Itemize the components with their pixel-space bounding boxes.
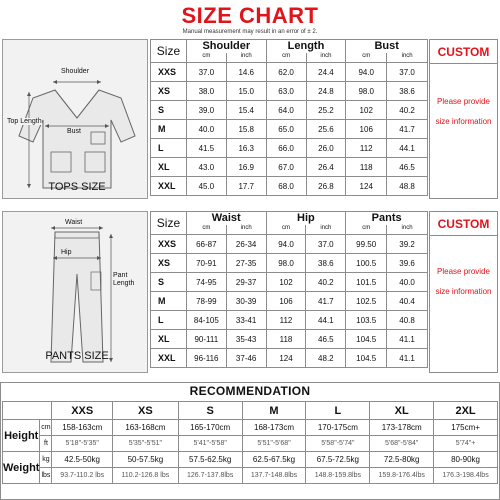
measure-cell: 35-43 <box>226 330 266 349</box>
rec-height-ft-cell: 5'74"+ <box>434 436 498 452</box>
size-name: S <box>151 273 187 292</box>
measure-cell: 74-95 <box>186 273 226 292</box>
measure-cell: 62.0 <box>266 63 306 82</box>
unit-cm: cm <box>40 420 52 436</box>
size-name: XXL <box>151 177 187 196</box>
measure-cell: 68.0 <box>266 177 306 196</box>
rec-weight-kg-cell: 72.5-80kg <box>370 452 434 468</box>
unit-cm: cm <box>266 53 306 63</box>
rec-weight-lbs-cell: 93.7-110.2 lbs <box>52 468 113 484</box>
bust-header: Bust <box>346 40 428 53</box>
measure-cell: 17.7 <box>226 177 266 196</box>
size-row-m <box>151 292 428 311</box>
rec-weight-lbs-cell: 126.7-137.8lbs <box>178 468 242 484</box>
unit-cm: cm <box>346 225 387 235</box>
measure-cell: 38.6 <box>306 254 346 273</box>
rec-height-ft-cell: 5'18"-5'35" <box>52 436 113 452</box>
shoulder-header: Shoulder <box>186 40 266 53</box>
size-row-xs <box>151 254 428 273</box>
custom-note-line1: Please provide <box>437 97 490 106</box>
unit-inch: inch <box>387 225 428 235</box>
measure-cell: 27-35 <box>226 254 266 273</box>
measure-cell: 26.0 <box>306 139 346 158</box>
unit-cm: cm <box>186 225 226 235</box>
size-row-l <box>151 139 428 158</box>
measure-cell: 29-37 <box>226 273 266 292</box>
bust-label: Bust <box>67 128 82 135</box>
measure-cell: 41.7 <box>387 120 428 139</box>
corner-cell <box>3 402 52 420</box>
size-row-s <box>151 273 428 292</box>
unit-cm: cm <box>186 53 226 63</box>
size-row-s <box>151 101 428 120</box>
rec-size-header: XS <box>112 402 178 420</box>
measure-cell: 41.5 <box>186 139 226 158</box>
waist-label: Waist <box>65 219 83 226</box>
pants-size-caption: PANTS SIZE <box>45 350 109 362</box>
unit-inch: inch <box>306 53 346 63</box>
custom-label: CUSTOM <box>430 40 497 64</box>
measure-cell: 15.0 <box>226 82 266 101</box>
rec-height-cm-cell: 163-168cm <box>112 420 178 436</box>
unit-inch: inch <box>226 53 266 63</box>
length-header: Length <box>266 40 346 53</box>
measure-cell: 104.5 <box>346 349 387 368</box>
measure-cell: 38.6 <box>387 82 428 101</box>
measure-cell: 66-87 <box>186 235 226 254</box>
rec-size-header: 2XL <box>434 402 498 420</box>
measure-cell: 63.0 <box>266 82 306 101</box>
rec-height-cm-cell: 175cm+ <box>434 420 498 436</box>
tops-figure-panel <box>2 39 148 199</box>
unit-cm: cm <box>346 53 387 63</box>
measure-cell: 40.2 <box>387 101 428 120</box>
size-name: M <box>151 120 187 139</box>
height-label: Height <box>3 420 40 452</box>
size-name: XS <box>151 254 187 273</box>
measure-cell: 101.5 <box>346 273 387 292</box>
rec-weight-lbs-cell: 159.8-176.4lbs <box>370 468 434 484</box>
measure-cell: 24.4 <box>306 63 346 82</box>
measure-cell: 46.5 <box>387 158 428 177</box>
measure-cell: 40.2 <box>306 273 346 292</box>
pants-size-table <box>150 211 428 368</box>
size-row-xxs <box>151 235 428 254</box>
recommendation-table <box>2 401 498 484</box>
hip-label: Hip <box>61 249 72 256</box>
measure-cell: 106 <box>346 120 387 139</box>
rec-weight-kg-cell: 67.5-72.5kg <box>306 452 370 468</box>
custom-note-line2: size information <box>435 287 492 296</box>
rec-height-cm-cell: 158-163cm <box>52 420 113 436</box>
hip-header: Hip <box>266 212 346 225</box>
size-row-xl <box>151 330 428 349</box>
size-row-xs <box>151 82 428 101</box>
rec-height-ft-cell: 5'68"-5'84" <box>370 436 434 452</box>
measure-cell: 44.1 <box>306 311 346 330</box>
measure-cell: 118 <box>266 330 306 349</box>
pant-length-label-line2: Length <box>113 280 135 287</box>
measure-cell: 25.2 <box>306 101 346 120</box>
size-row-xxs <box>151 63 428 82</box>
measure-cell: 98.0 <box>266 254 306 273</box>
measure-cell: 40.8 <box>387 311 428 330</box>
page-title: SIZE CHART <box>181 3 319 28</box>
rec-size-header: XL <box>370 402 434 420</box>
rec-size-header: XXS <box>52 402 113 420</box>
unit-inch: inch <box>387 53 428 63</box>
measure-cell: 90-111 <box>186 330 226 349</box>
measure-cell: 41.7 <box>306 292 346 311</box>
measure-cell: 16.3 <box>226 139 266 158</box>
size-name: XS <box>151 82 187 101</box>
size-name: XL <box>151 330 187 349</box>
measure-cell: 94.0 <box>266 235 306 254</box>
size-name: XXS <box>151 63 187 82</box>
measure-cell: 100.5 <box>346 254 387 273</box>
size-name: L <box>151 139 187 158</box>
custom-note-line2: size information <box>435 117 492 126</box>
measure-cell: 43.0 <box>186 158 226 177</box>
rec-size-header: S <box>178 402 242 420</box>
rec-weight-lbs-cell: 137.7-148.8lbs <box>242 468 306 484</box>
weight-label: Weight <box>3 452 40 484</box>
measure-cell: 46.5 <box>306 330 346 349</box>
measure-cell: 37.0 <box>306 235 346 254</box>
measure-cell: 40.4 <box>387 292 428 311</box>
measure-cell: 26-34 <box>226 235 266 254</box>
rec-height-ft-cell: 5'51"-5'68" <box>242 436 306 452</box>
size-row-l <box>151 311 428 330</box>
measure-cell: 65.0 <box>266 120 306 139</box>
pants-figure-panel <box>2 211 148 373</box>
measure-cell: 37.0 <box>186 63 226 82</box>
size-name: S <box>151 101 187 120</box>
rec-weight-lbs-cell: 176.3-198.4lbs <box>434 468 498 484</box>
measure-cell: 104.5 <box>346 330 387 349</box>
measure-cell: 64.0 <box>266 101 306 120</box>
measure-cell: 102 <box>346 101 387 120</box>
measure-cell: 103.5 <box>346 311 387 330</box>
measure-cell: 24.8 <box>306 82 346 101</box>
rec-weight-kg-cell: 62.5-67.5kg <box>242 452 306 468</box>
measure-cell: 33-41 <box>226 311 266 330</box>
measure-cell: 15.4 <box>226 101 266 120</box>
rec-size-header: L <box>306 402 370 420</box>
measure-cell: 124 <box>266 349 306 368</box>
custom-label: CUSTOM <box>430 212 497 236</box>
tops-size-table <box>150 39 428 196</box>
measure-cell: 37-46 <box>226 349 266 368</box>
unit-inch: inch <box>306 225 346 235</box>
measure-cell: 78-99 <box>186 292 226 311</box>
tops-size-caption: TOPS SIZE <box>48 181 106 193</box>
rec-height-cm-cell: 170-175cm <box>306 420 370 436</box>
measure-cell: 16.9 <box>226 158 266 177</box>
unit-ft: ft <box>40 436 52 452</box>
rec-size-header: M <box>242 402 306 420</box>
rec-height-cm-cell: 168-173cm <box>242 420 306 436</box>
unit-cm: cm <box>266 225 306 235</box>
measure-cell: 41.1 <box>387 330 428 349</box>
measure-cell: 40.0 <box>387 273 428 292</box>
rec-weight-kg-cell: 80-90kg <box>434 452 498 468</box>
size-name: M <box>151 292 187 311</box>
size-name: XXS <box>151 235 187 254</box>
rec-weight-kg-cell: 57.5-62.5kg <box>178 452 242 468</box>
rec-height-cm-cell: 165-170cm <box>178 420 242 436</box>
custom-note-line1: Please provide <box>437 267 490 276</box>
measure-cell: 48.8 <box>387 177 428 196</box>
measure-cell: 106 <box>266 292 306 311</box>
recommendation-title: RECOMMENDATION <box>189 384 311 398</box>
measure-cell: 37.0 <box>387 63 428 82</box>
measure-cell: 99.50 <box>346 235 387 254</box>
measure-cell: 102 <box>266 273 306 292</box>
size-header: Size <box>151 40 187 63</box>
pants-custom-column <box>429 211 498 373</box>
rec-weight-kg-cell: 42.5-50kg <box>52 452 113 468</box>
size-row-xl <box>151 158 428 177</box>
measure-cell: 38.0 <box>186 82 226 101</box>
measure-cell: 39.6 <box>387 254 428 273</box>
size-row-xxl <box>151 349 428 368</box>
size-header: Size <box>151 212 187 235</box>
measure-cell: 15.8 <box>226 120 266 139</box>
pants-header: Pants <box>346 212 428 225</box>
size-name: L <box>151 311 187 330</box>
measure-cell: 118 <box>346 158 387 177</box>
measure-cell: 39.0 <box>186 101 226 120</box>
measure-cell: 45.0 <box>186 177 226 196</box>
rec-weight-kg-cell: 50-57.5kg <box>112 452 178 468</box>
shoulder-label: Shoulder <box>61 68 90 75</box>
rec-height-ft-cell: 5'41"-5'58" <box>178 436 242 452</box>
measure-cell: 112 <box>346 139 387 158</box>
measure-cell: 96-116 <box>186 349 226 368</box>
page-subtitle: Manual measurement may result in an error of ± 2. <box>182 29 318 35</box>
rec-weight-lbs-cell: 148.8-159.8lbs <box>306 468 370 484</box>
rec-height-ft-cell: 5'58"-5'74" <box>306 436 370 452</box>
rec-height-cm-cell: 173-178cm <box>370 420 434 436</box>
measure-cell: 98.0 <box>346 82 387 101</box>
measure-cell: 67.0 <box>266 158 306 177</box>
waist-header: Waist <box>186 212 266 225</box>
rec-weight-lbs-cell: 110.2-126.8 lbs <box>112 468 178 484</box>
measure-cell: 112 <box>266 311 306 330</box>
size-row-m <box>151 120 428 139</box>
rec-height-ft-cell: 5'35"-5'51" <box>112 436 178 452</box>
measure-cell: 39.2 <box>387 235 428 254</box>
measure-cell: 40.0 <box>186 120 226 139</box>
size-name: XL <box>151 158 187 177</box>
measure-cell: 66.0 <box>266 139 306 158</box>
measure-cell: 41.1 <box>387 349 428 368</box>
measure-cell: 25.6 <box>306 120 346 139</box>
measure-cell: 84-105 <box>186 311 226 330</box>
measure-cell: 124 <box>346 177 387 196</box>
measure-cell: 94.0 <box>346 63 387 82</box>
unit-kg: kg <box>40 452 52 468</box>
measure-cell: 14.6 <box>226 63 266 82</box>
measure-cell: 26.4 <box>306 158 346 177</box>
size-name: XXL <box>151 349 187 368</box>
unit-inch: inch <box>226 225 266 235</box>
unit-lbs: lbs <box>40 468 52 484</box>
pant-length-label-line1: Pant <box>113 272 128 279</box>
measure-cell: 44.1 <box>387 139 428 158</box>
top-length-label: Top Length <box>7 118 42 125</box>
measure-cell: 102.5 <box>346 292 387 311</box>
size-row-xxl <box>151 177 428 196</box>
measure-cell: 70-91 <box>186 254 226 273</box>
measure-cell: 26.8 <box>306 177 346 196</box>
tops-custom-column <box>429 39 498 199</box>
measure-cell: 48.2 <box>306 349 346 368</box>
measure-cell: 30-39 <box>226 292 266 311</box>
